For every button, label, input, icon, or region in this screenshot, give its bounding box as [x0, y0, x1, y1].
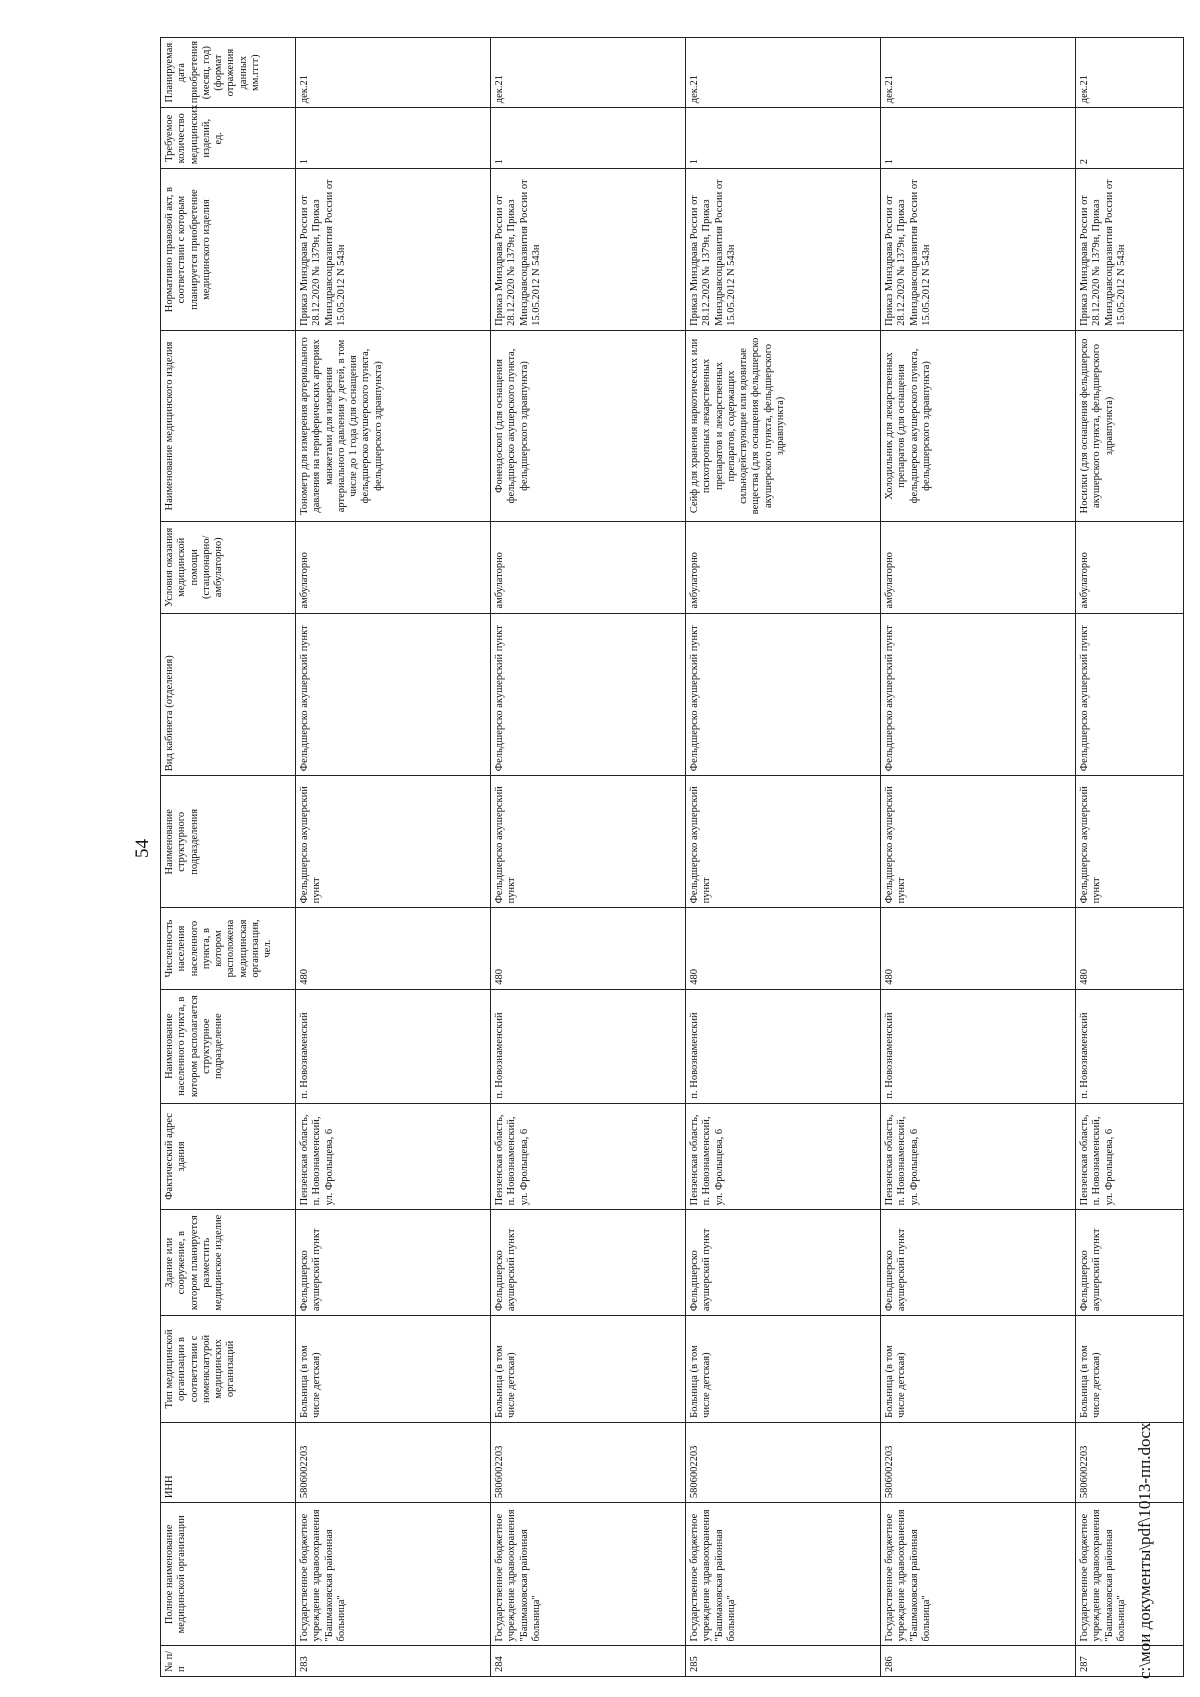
- cell-act: Приказ Минздрава России от 28.12.2020 № 1379н, Приказ Минздравсоцразвития России от 15.05.2012 N 543н: [1076, 169, 1184, 331]
- cell-qty: 1: [881, 108, 1076, 169]
- col-header: ИНН: [161, 1422, 296, 1502]
- table-row: [491, 38, 686, 1677]
- cell-date: дек.21: [686, 38, 881, 108]
- cell-cabinet: Фельдшерско акушерский пункт: [491, 613, 686, 776]
- cell-unit: Фельдшерско акушерский пункт: [491, 776, 686, 908]
- cell-population: 480: [491, 908, 686, 989]
- cell-org: Государственное бюджетное учреждение здравоохранения "Башмаковская районная больница": [491, 1503, 686, 1646]
- col-header: Вид кабинета (отделения): [161, 613, 296, 776]
- col-header: Наименование структурного подразделения: [161, 776, 296, 908]
- cell-type: Больница (в том числе детская): [686, 1316, 881, 1423]
- cell-device: Носилки (для оснащения фельдшерско акушерского пункта, фельдшерского здравпункта): [1076, 330, 1184, 521]
- col-header: Тип медицинской организации в соответствии с номенклатурой медицинских организаций: [161, 1316, 296, 1423]
- col-header: Здание или сооружение, в котором планируется разместить медицинское изделие: [161, 1210, 296, 1316]
- cell-num: 287: [1076, 1646, 1184, 1677]
- col-header: Фактический адрес здания: [161, 1103, 296, 1210]
- cell-conditions: амбулаторно: [491, 522, 686, 614]
- cell-device: Холодильник для лекарственных препаратов (для оснащения фельдшерско акушерского пункта, фельдшерского здравпункта): [881, 330, 1076, 521]
- table-row: [296, 38, 491, 1677]
- cell-date: дек.21: [491, 38, 686, 108]
- table-row: [881, 38, 1076, 1677]
- cell-inn: 5806002203: [686, 1422, 881, 1502]
- cell-conditions: амбулаторно: [881, 522, 1076, 614]
- rotated-page: [120, 0, 1200, 1697]
- cell-address: Пензенская область, п. Новознаменский, ул. Фролыцева, 6: [296, 1103, 491, 1210]
- cell-cabinet: Фельдшерско акушерский пункт: [686, 613, 881, 776]
- cell-cabinet: Фельдшерско акушерский пункт: [296, 613, 491, 776]
- cell-org: Государственное бюджетное учреждение здравоохранения "Башмаковская районная больница": [686, 1503, 881, 1646]
- cell-unit: Фельдшерско акушерский пункт: [881, 776, 1076, 908]
- cell-org: Государственное бюджетное учреждение здравоохранения "Башмаковская районная больница": [296, 1503, 491, 1646]
- cell-address: Пензенская область, п. Новознаменский, ул. Фролыцева, 6: [1076, 1103, 1184, 1210]
- cell-conditions: амбулаторно: [686, 522, 881, 614]
- cell-inn: 5806002203: [296, 1422, 491, 1502]
- cell-settlement: п. Новознаменский: [1076, 989, 1184, 1103]
- cell-device: Сейф для хранения наркотических или психотропных лекарственных препаратов и лекарственных препаратов, содержащих сильнодействующие или ядовитые вещества (для оснащения фельдшерско акушерского пункта, фельдшерского здравпункта): [686, 330, 881, 521]
- cell-population: 480: [296, 908, 491, 989]
- cell-device: Тонометр для измерения артериального давления на периферических артериях манжетами для измерения артериального давления у детей, в том числе до 1 года (для оснащения фельдшерско акушерского пункта, фельдшерского здравпункта): [296, 330, 491, 521]
- cell-date: дек.21: [1076, 38, 1184, 108]
- cell-inn: 5806002203: [491, 1422, 686, 1502]
- cell-unit: Фельдшерско акушерский пункт: [686, 776, 881, 908]
- col-header: Нормативно правовой акт, в соответствии с которым планируется приобретение медицинского изделия: [161, 169, 296, 331]
- table-header-row: [161, 38, 296, 1677]
- cell-act: Приказ Минздрава России от 28.12.2020 № 1379н, Приказ Минздравсоцразвития России от 15.05.2012 N 543н: [686, 169, 881, 331]
- cell-settlement: п. Новознаменский: [686, 989, 881, 1103]
- col-header: Условия оказания медицинской помощи (стационарно/амбулаторно): [161, 522, 296, 614]
- cell-unit: Фельдшерско акушерский пункт: [296, 776, 491, 908]
- cell-building: Фельдшерско акушерский пункт: [1076, 1210, 1184, 1316]
- cell-qty: 1: [686, 108, 881, 169]
- cell-inn: 5806002203: [1076, 1422, 1184, 1502]
- col-header: Планируемая дата приобретения (месяц, год) (формат отражения данных мм.гггг): [161, 38, 296, 108]
- cell-qty: 2: [1076, 108, 1184, 169]
- cell-address: Пензенская область, п. Новознаменский, ул. Фролыцева, 6: [881, 1103, 1076, 1210]
- cell-inn: 5806002203: [881, 1422, 1076, 1502]
- page-number: 54: [132, 839, 153, 858]
- cell-qty: 1: [491, 108, 686, 169]
- cell-type: Больница (в том числе детская): [491, 1316, 686, 1423]
- cell-settlement: п. Новознаменский: [491, 989, 686, 1103]
- cell-conditions: амбулаторно: [296, 522, 491, 614]
- cell-address: Пензенская область, п. Новознаменский, ул. Фролыцева, 6: [491, 1103, 686, 1210]
- table-row: [1076, 38, 1184, 1677]
- cell-device: Фонендоскоп (для оснащения фельдшерско акушерского пункта, фельдшерского здравпункта): [491, 330, 686, 521]
- cell-qty: 1: [296, 108, 491, 169]
- cell-num: 284: [491, 1646, 686, 1677]
- cell-settlement: п. Новознаменский: [296, 989, 491, 1103]
- col-header: Наименование населенного пункта, в котором располагается структурное подразделение: [161, 989, 296, 1103]
- cell-building: Фельдшерско акушерский пункт: [881, 1210, 1076, 1316]
- cell-population: 480: [686, 908, 881, 989]
- footer-file-path: c:\мои документы\pdf\1013-пп.docx: [1135, 1422, 1154, 1679]
- cell-num: 286: [881, 1646, 1076, 1677]
- col-header: Наименование медицинского изделия: [161, 330, 296, 521]
- cell-date: дек.21: [296, 38, 491, 108]
- cell-date: дек.21: [881, 38, 1076, 108]
- cell-act: Приказ Минздрава России от 28.12.2020 № 1379н, Приказ Минздравсоцразвития России от 15.05.2012 N 543н: [296, 169, 491, 331]
- equipment-table: [160, 37, 1184, 1677]
- cell-type: Больница (в том числе детская): [1076, 1316, 1184, 1423]
- col-header: Требуемое количество медицинских изделий, ед.: [161, 108, 296, 169]
- cell-population: 480: [881, 908, 1076, 989]
- cell-num: 285: [686, 1646, 881, 1677]
- cell-building: Фельдшерско акушерский пункт: [296, 1210, 491, 1316]
- cell-org: Государственное бюджетное учреждение здравоохранения "Башмаковская районная больница": [1076, 1503, 1184, 1646]
- col-header: Численность населения населенного пункта, в котором расположена медицинская организация, чел.: [161, 908, 296, 989]
- cell-num: 283: [296, 1646, 491, 1677]
- cell-building: Фельдшерско акушерский пункт: [491, 1210, 686, 1316]
- cell-type: Больница (в том числе детская): [296, 1316, 491, 1423]
- cell-cabinet: Фельдшерско акушерский пункт: [881, 613, 1076, 776]
- cell-act: Приказ Минздрава России от 28.12.2020 № 1379н, Приказ Минздравсоцразвития России от 15.05.2012 N 543н: [881, 169, 1076, 331]
- cell-unit: Фельдшерско акушерский пункт: [1076, 776, 1184, 908]
- cell-settlement: п. Новознаменский: [881, 989, 1076, 1103]
- cell-conditions: амбулаторно: [1076, 522, 1184, 614]
- cell-address: Пензенская область, п. Новознаменский, ул. Фролыцева, 6: [686, 1103, 881, 1210]
- col-header: Полное наименование медицинской организации: [161, 1503, 296, 1646]
- cell-act: Приказ Минздрава России от 28.12.2020 № 1379н, Приказ Минздравсоцразвития России от 15.05.2012 N 543н: [491, 169, 686, 331]
- cell-cabinet: Фельдшерско акушерский пункт: [1076, 613, 1184, 776]
- cell-population: 480: [1076, 908, 1184, 989]
- col-header: № п/п: [161, 1646, 296, 1677]
- table-row: [686, 38, 881, 1677]
- cell-building: Фельдшерско акушерский пункт: [686, 1210, 881, 1316]
- cell-org: Государственное бюджетное учреждение здравоохранения "Башмаковская районная больница": [881, 1503, 1076, 1646]
- cell-type: Больница (в том числе детская): [881, 1316, 1076, 1423]
